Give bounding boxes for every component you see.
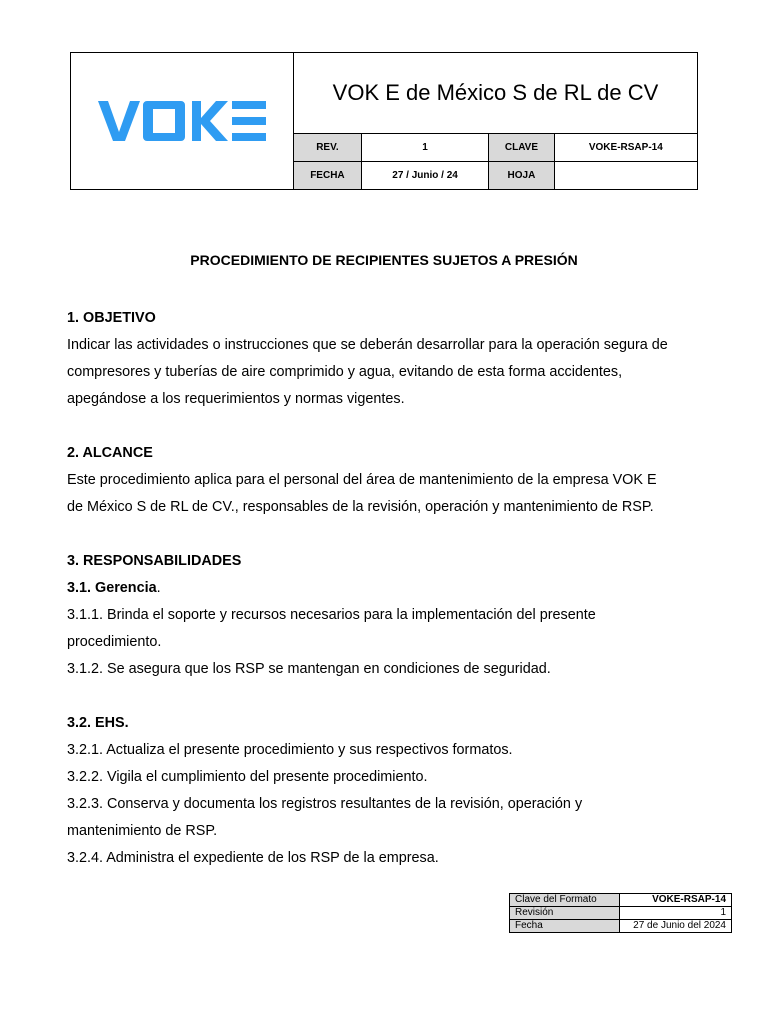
paragraph-line: 3.2.3. Conserva y documenta los registros resultantes de la revisión, operación y: [67, 796, 583, 812]
subsection-gerencia-heading: [67, 575, 707, 602]
clave-label: CLAVE: [489, 134, 554, 162]
clave-value: VOKE-RSAP-14: [554, 134, 697, 162]
paragraph-line: 3.2.2. Vigila el cumplimiento del presente procedimiento.: [67, 769, 428, 785]
subsection-ehs-heading: 3.2. EHS.: [67, 715, 129, 731]
subsection-gerencia-label: 3.1. Gerencia: [67, 580, 157, 596]
hoja-value: [554, 162, 697, 190]
rev-value: 1: [361, 134, 488, 162]
hoja-label: HOJA: [489, 162, 554, 190]
format-clave-value: VOKE-RSAP-14: [620, 894, 732, 907]
format-fecha-value: 27 de Junio del 2024: [620, 920, 732, 933]
format-clave-label: Clave del Formato: [510, 894, 620, 907]
document-title: PROCEDIMIENTO DE RECIPIENTES SUJETOS A PRESIÓN: [190, 252, 578, 268]
section-alcance-heading: 2. ALCANCE: [67, 445, 153, 461]
format-info-table: [509, 893, 732, 933]
paragraph-line: mantenimiento de RSP.: [67, 823, 218, 839]
format-revision-value: 1: [620, 907, 732, 920]
paragraph-line: procedimiento.: [67, 634, 162, 650]
section-objetivo-heading: 1. OBJETIVO: [67, 310, 156, 326]
paragraph-line: 3.1.2. Se asegura que los RSP se mantengan en condiciones de seguridad.: [67, 661, 551, 677]
paragraph-line: apegándose a los requerimientos y normas vigentes.: [67, 391, 405, 407]
paragraph-line: Este procedimiento aplica para el personal del área de mantenimiento de la empresa VOK E: [67, 472, 657, 488]
rev-label: REV.: [294, 134, 362, 162]
fecha-value: 27 / Junio / 24: [361, 162, 488, 190]
paragraph-line: 3.2.1. Actualiza el presente procedimiento y sus respectivos formatos.: [67, 742, 513, 758]
format-fecha-label: Fecha: [510, 920, 620, 933]
logo-cell: [71, 53, 294, 190]
format-revision-label: Revisión: [510, 907, 620, 920]
paragraph-line: de México S de RL de CV., responsables de la revisión, operación y mantenimiento de RSP.: [67, 499, 654, 515]
section-responsabilidades-heading: 3. RESPONSABILIDADES: [67, 553, 242, 569]
fecha-label: FECHA: [294, 162, 362, 190]
subsection-gerencia-period: .: [156, 580, 161, 596]
document-body: [67, 305, 707, 872]
company-name: VOK E de México S de RL de CV: [294, 53, 698, 134]
document-header: [70, 52, 698, 190]
paragraph-line: Indicar las actividades o instrucciones que se deberán desarrollar para la operación segura de: [67, 337, 668, 353]
paragraph-line: 3.1.1. Brinda el soporte y recursos necesarios para la implementación del presente: [67, 607, 596, 623]
paragraph-line: compresores y tuberías de aire comprimido y agua, evitando de esta forma accidentes,: [67, 364, 623, 380]
company-logo: [98, 99, 266, 143]
paragraph-line: 3.2.4. Administra el expediente de los RSP de la empresa.: [67, 850, 439, 866]
